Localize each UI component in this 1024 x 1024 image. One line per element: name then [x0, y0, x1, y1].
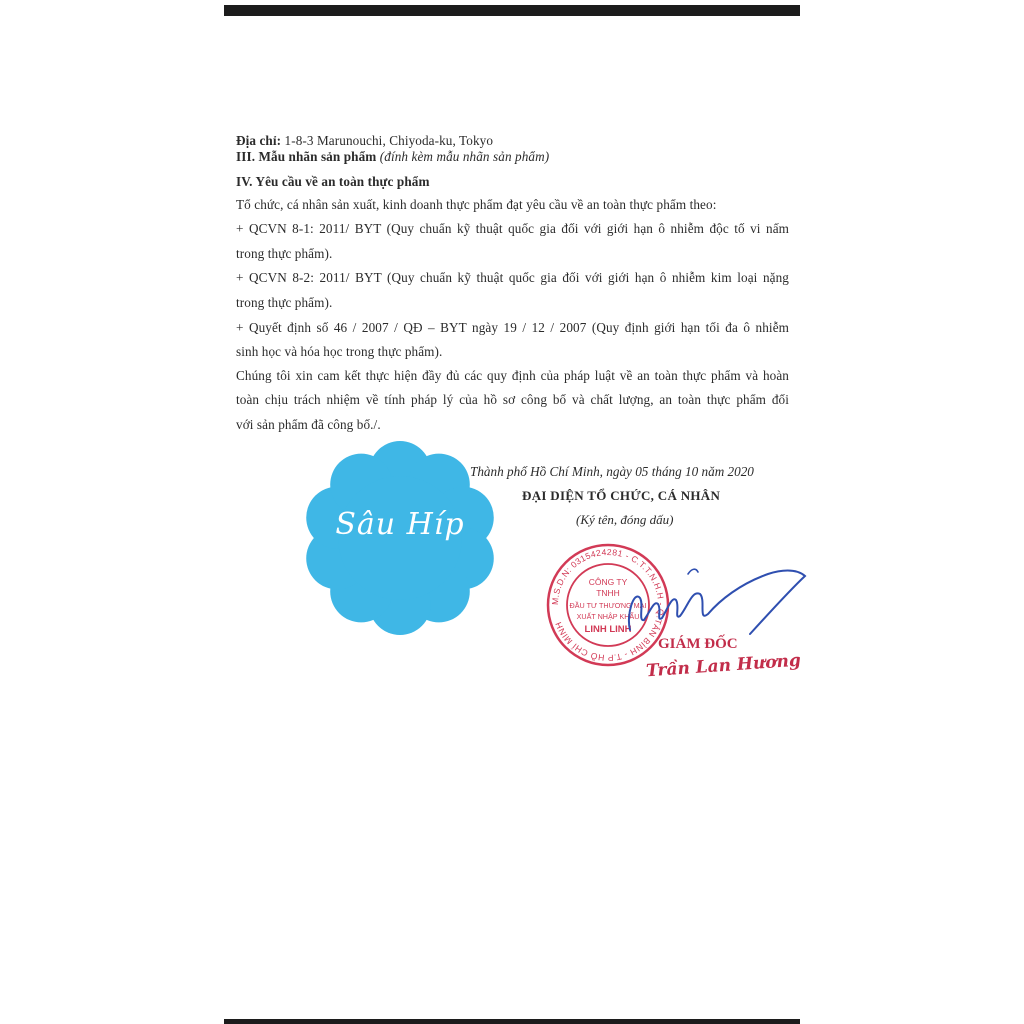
section3-line: [236, 149, 549, 165]
stamp-line5: LINH LINH: [584, 624, 632, 635]
item3-line1: + Quyết định số 46 / 2007 / QĐ – BYT ngày 19 / 12 / 2007 (Quy định giới hạn tối đa ô nhiễm: [236, 320, 789, 335]
director-title: GIÁM ĐỐC: [658, 636, 738, 652]
item2-line2: trong thực phẩm).: [236, 295, 333, 310]
address-value: 1-8-3 Marunouchi, Chiyoda-ku, Tokyo: [281, 133, 494, 148]
section3-heading: III. Mẫu nhãn sản phẩm: [236, 149, 377, 164]
section4-heading: IV. Yêu cầu về an toàn thực phẩm: [236, 174, 430, 189]
watermark-text: Sâu Híp: [335, 507, 465, 542]
item2-line1: + QCVN 8-2: 2011/ BYT (Quy chuẩn kỹ thuật quốc gia đối với giới hạn ô nhiễm kim loại nặng: [236, 270, 789, 285]
stamp-line4: XUẤT NHẬP KHẨU: [576, 612, 640, 621]
commitment-line3: với sản phẩm đã công bố./.: [236, 417, 381, 432]
bottom-border-bar: [224, 1019, 800, 1024]
commitment-line1: Chúng tôi xin cam kết thực hiện đầy đủ các quy định của pháp luật về an toàn thực phẩm và hoàn: [236, 368, 789, 383]
representative-title: ĐẠI DIỆN TỔ CHỨC, CÁ NHÂN: [522, 488, 721, 503]
commitment-line2: toàn chịu trách nhiệm về tính pháp lý của hồ sơ công bố và chất lượng, an toàn thực phẩm đối: [236, 392, 789, 407]
director-name: Trần Lan Hương: [645, 650, 802, 682]
stamp-line2: TNHH: [596, 588, 620, 598]
sign-note: (Ký tên, đóng dấu): [576, 512, 674, 527]
item1-line2: trong thực phẩm).: [236, 246, 333, 261]
section4-intro: Tổ chức, cá nhân sản xuất, kinh doanh thực phẩm đạt yêu cầu về an toàn thực phẩm theo:: [236, 197, 717, 212]
item1-line1: + QCVN 8-1: 2011/ BYT (Quy chuẩn kỹ thuật quốc gia đối với giới hạn ô nhiễm độc tố vi nấm: [236, 221, 789, 236]
address-label: Địa chỉ:: [236, 133, 282, 148]
date-line: Thành phố Hồ Chí Minh, ngày 05 tháng 10 năm 2020: [470, 464, 754, 479]
stamp-line3: ĐẦU TƯ THƯƠNG MẠI: [569, 601, 647, 610]
stamp-ring-text: M.S.D.N: 0315424281 - C.T.T.N.H.H - Q.TÂN BÌNH - T.P HỒ CHÍ MINH: [549, 546, 667, 664]
section3-note: (đính kèm mẫu nhãn sản phẩm): [379, 149, 550, 164]
stamp-line1: CÔNG TY: [588, 577, 628, 587]
address-line: [236, 133, 493, 149]
item3-line2: sinh học và hóa học trong thực phẩm).: [236, 344, 443, 359]
top-border-bar: [224, 5, 800, 16]
